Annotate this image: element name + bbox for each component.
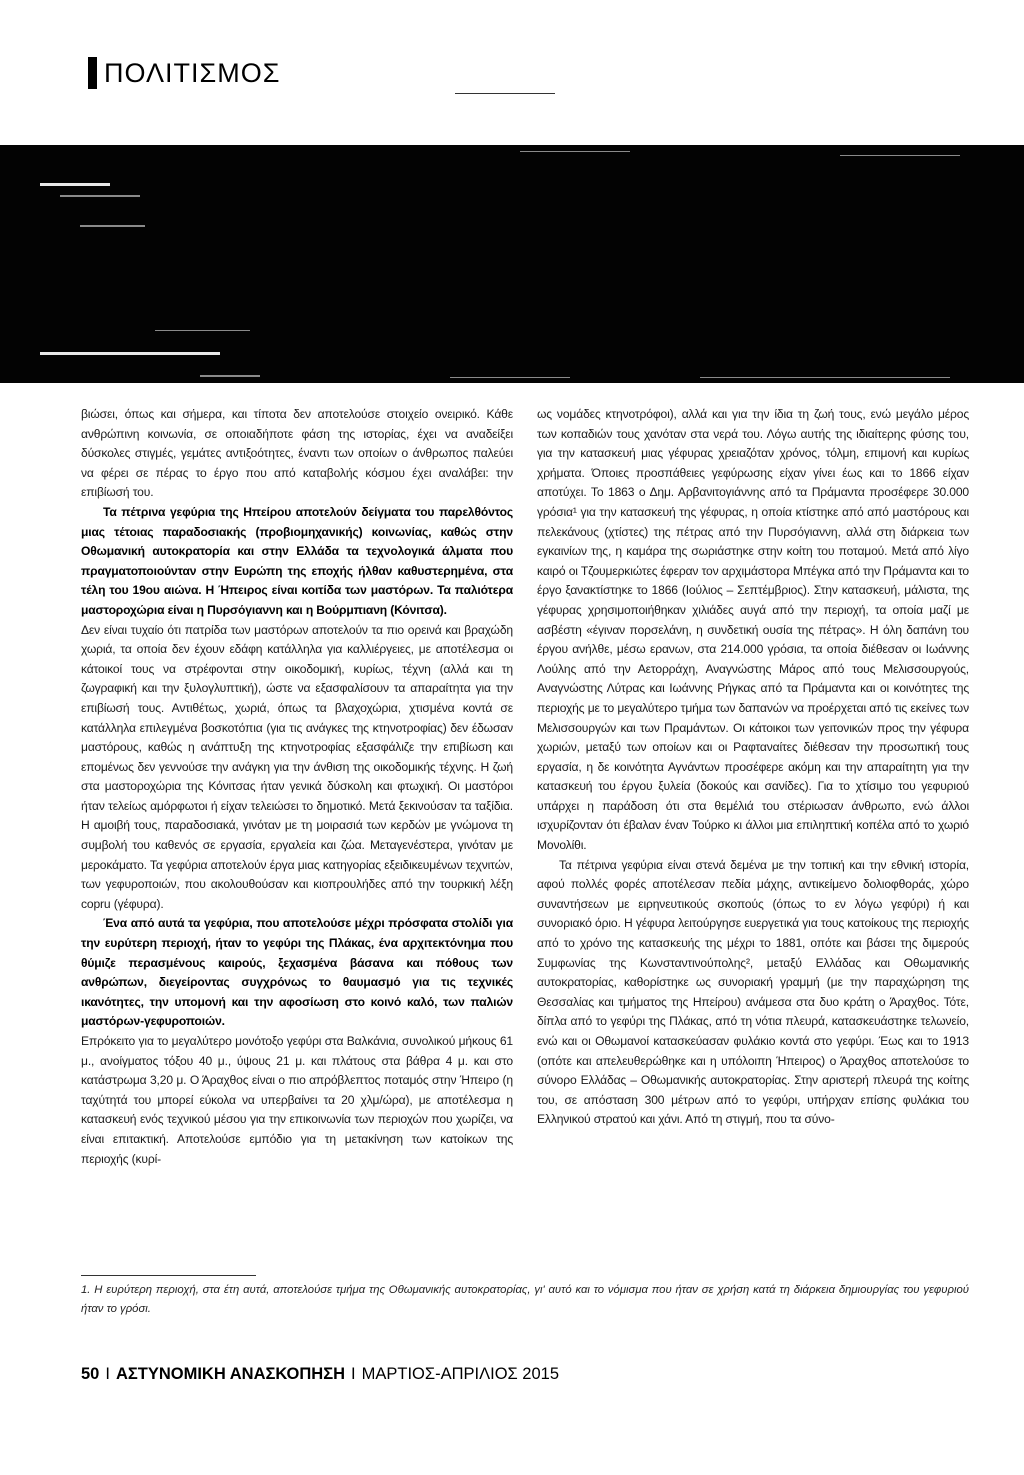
- right-column: [537, 405, 969, 1130]
- paragraph: βιώσει, όπως και σήμερα, και τίποτα δεν αποτελούσε στοιχείο ονειρικό. Κάθε ανθρώπινη κοινωνία, σε οποιαδήποτε φάση της ιστορίας, έχει να αναδείξει δύσκολες στιγμές, γεμάτες αντιξοότητες, έναντι των οποίων ο άνθρωπος παλεύει να φέρει σε πέρας το έργο που από καταβολής κόσμου έχει αναλάβει: την επιβίωσή του.: [81, 407, 513, 500]
- photo-light-streak: [700, 377, 950, 378]
- paragraph: Δεν είναι τυχαίο ότι πατρίδα των μαστόρων αποτελούν τα πιο ορεινά και βραχώδη χωριά, τα οποία δεν έχουν εδάφη κατάλληλα για καλλιέργειες, με αποτέλεσμα οι κάτοικοί τους να στρέφονται στην οικοδομική, κυρίως, τέχνη (αλλά και τη ζωγραφική και την ξυλογλυπτική), ώστε να εξασφαλίσουν τα απαραίτητα για την επιβίωσή τους. Αντιθέτως, χωριά, όπως τα βλαχοχώρια, χτισμένα κοντά σε κατάλληλα επιλεγμένα βοσκοτόπια (για τις ανάγκες της κτηνοτροφίας) δεν έδωσαν μαστόρους, καθώς η ανάπτυξη της κτηνοτροφίας εξασφάλιζε την επιβίωση και επομένως δεν γεννούσε την ανάγκη για την άνθιση της οικοδομικής τέχνης. Η ζωή στα μαστοροχώρια της Κόνιτσας ήταν γενικά δύσκολη και φτωχική. Οι μαστόροι ήταν τελείως αμόρφωτοι ή είχαν τελειώσει το δημοτικό. Μετά ξεκινούσαν τα ταξίδια. Η αμοιβή τους, παραδοσιακά, γινόταν με τη μοιρασιά των κερδών με γνώμονα τη συμβολή του καθενός σε εργασία, εργαλεία και ζώα. Μεταγενέστερα, γινόταν με μεροκάματο. Τα γεφύρια αποτελούν έργα μιας κατηγορίας εξειδικευμένων τεχνιτών, των γεφυροποιών, που ακολουθούσαν και κιοπρουλήδες από την τουρκική λέξη copru (γέφυρα).: [81, 622, 513, 911]
- photo-light-streak: [520, 151, 630, 152]
- photo-light-streak: [155, 330, 250, 331]
- article-photo: [0, 145, 1024, 383]
- paragraph-lead-bold: Τα πέτρινα γεφύρια της Ηπείρου αποτελούν δείγματα του παρελθόντος μιας τέτοιας παραδοσιακής (προβιομηχανικής) κοινωνίας, καθώς στην Οθωμανική αυτοκρατορία και στην Ελλάδα τα τεχνολογικά άλματα που πραγματοποιούνταν στην Ευρώπη της εποχής ήλθαν καθυστερημένα, στα τέλη του 19ου αιώνα. Η Ήπειρος είναι κοιτίδα των μαστόρων. Τα παλιότερα μαστοροχώρια είναι η Πυρσόγιαννη και η Βούρμπιανη (Κόνιτσα).: [81, 504, 513, 617]
- photo-light-streak: [60, 195, 140, 197]
- section-title: ΠΟΛΙΤΙΣΜΟΣ: [104, 58, 281, 88]
- photo-light-streak: [200, 375, 260, 377]
- page-number: 50: [81, 1365, 100, 1383]
- footer-separator: Ι: [105, 1365, 110, 1383]
- photo-light-streak: [40, 352, 220, 355]
- photo-light-streak: [840, 155, 960, 156]
- header-rule: [455, 93, 555, 94]
- paragraph: Επρόκειτο για το μεγαλύτερο μονότοξο γεφύρι στα Βαλκάνια, συνολικού μήκους 61 μ., ανοίγματος τόξου 40 μ., ύψους 21 μ. και πλάτους στα βάθρα 4 μ. και στο κατάστρωμα 3,20 μ. Ο Άραχθος είναι ο πιο απρόβλεπτος ποταμός στην Ήπειρο (η ταχύτητά του μπορεί εύκολα να υπερβαίνει τα 20 χλμ/ώρα), με αποτέλεσμα η κατασκευή ενός τεχνικού μέσου για την επικοινωνία των περιοχών που χωρίζει, να είναι επιτακτική. Αποτελούσε εμπόδιο για τη μετακίνηση των κατοίκων της περιοχής (κυρί-: [81, 1034, 513, 1166]
- left-column: [81, 405, 513, 1169]
- footnote-rule: [81, 1275, 256, 1276]
- page-footer: [81, 1365, 559, 1384]
- paragraph: Τα πέτρινα γεφύρια είναι στενά δεμένα με την τοπική και την εθνική ιστορία, αφού πολλές φορές αποτέλεσαν πεδία μάχης, αντικείμενο δολιοφθοράς, χώρο συναντήσεων με ειρηνευτικούς σκοπούς (όπως το εν λόγω γεφύρι) ή και συνοριακό όριο. Η γέφυρα λειτούργησε ευεργετικά για τους κατοίκους της περιοχής από το χρόνο της κατασκευής της μέχρι το 1881, οπότε και βάσει της διμερούς Συμφωνίας της Κωνσταντινούπολης², μεταξύ Ελλάδας και Οθωμανικής αυτοκρατορίας, καθορίστηκε ως συνοριακή γραμμή (με την παραχώρηση της Θεσσαλίας και τμήματος της Ηπείρου) ανάμεσα στα δυο κράτη ο Άραχθος. Τότε, δίπλα από το γεφύρι της Πλάκας, από τη νότια πλευρά, κατασκευάστηκε τελωνείο, ενώ και οι Οθωμανοί κατασκεύασαν φυλάκιο κοντά στο γεφύρι. Έως και το 1913 (οπότε και απελευθερώθηκε και η υπόλοιπη Ήπειρος) ο Άραχθος αποτελούσε το σύνορο Ελλάδας – Οθωμανικής αυτοκρατορίας. Στην αριστερή πλευρά της κοίτης του, σε απόσταση 300 μέτρων από το γεφύρι, υπήρχαν επίσης φυλάκια του Ελληνικού στρατού και χάνι. Από τη στιγμή, που τα σύνο-: [537, 857, 969, 1127]
- footer-separator: Ι: [351, 1365, 356, 1383]
- footnote: 1. Η ευρύτερη περιοχή, στα έτη αυτά, αποτελούσε τμήμα της Οθωμανικής αυτοκρατορίας, γι' αυτό και το νόμισμα που ήταν σε χρήση κατά τη διάρκεια δημιουργίας του γεφυριού ήταν το γρόσι.: [81, 1284, 969, 1315]
- photo-light-streak: [450, 377, 570, 378]
- photo-light-streak: [40, 183, 110, 186]
- section-marker-bar: [88, 57, 97, 89]
- issue-date: ΜΑΡΤΙΟΣ-ΑΠΡΙΛΙΟΣ 2015: [361, 1365, 560, 1383]
- photo-light-streak: [80, 225, 145, 227]
- paragraph-lead-bold: Ένα από αυτά τα γεφύρια, που αποτελούσε μέχρι πρόσφατα στολίδι για την ευρύτερη περιοχή, ήταν το γεφύρι της Πλάκας, ένα αρχιτεκτόνημα που θύμιζε περασμένους καιρούς, ξεχασμένα βάσανα και πόθους των ανθρώπων, διεγείροντας συγχρόνως το θαυμασμό για τις τεχνικές ικανότητες, την υπομονή και την αφοσίωση στο κοινό καλό, των παλιών μαστόρων-γεφυροποιών.: [81, 916, 513, 1029]
- publication-name: ΑΣΤΥΝΟΜΙΚΗ ΑΝΑΣΚΟΠΗΣΗ: [115, 1365, 346, 1383]
- paragraph: ως νομάδες κτηνοτρόφοι), αλλά και για την ίδια τη ζωή τους, ενώ μεγάλο μέρος των κοπαδιών τους χανόταν στα νερά του. Λόγω αυτής της ιδιαίτερης φύσης του, για την κατασκευή μιας γέφυρας χρειαζόταν χρόνος, τόλμη, επιμονή και κυρίως χρήματα. Όποιες προσπάθειες γεφύρωσης είχαν γίνει έως και το 1866 είχαν αποτύχει. Το 1863 ο Δημ. Αρβανιτογιάννης από τα Πράμαντα προσέφερε 30.000 γρόσια¹ για την κατασκευή της γέφυρας, η οποία κτίστηκε από από μαστόρους και πελεκάνους (χτίστες) της πέτρας από την Πυρσόγιαννη, αλλά στη διάρκεια των εγκαινίων της, η καμάρα της σωριάστηκε στην κοίτη του ποταμού. Μετά από λίγο καιρό οι Τζουμερκιώτες έφεραν τον αρχιμάστορα Μπέγκα από την Πράμαντα και το έργο ξανακτίστηκε το 1866 (Ιούλιος – Σεπτέμβριος). Στην κατασκευή, μάλιστα, της γέφυρας χρησιμοποιήθηκαν χιλιάδες αυγά από την περιοχή, τα οποία μαζί με ασβέστη «έγιναν πορσελάνη, η συνδετική ουσία της πέτρας». Η όλη δαπάνη του έργου ανήλθε, μέσω ερανων, στα 214.000 γρόσια, τα οποία διέθεσαν οι Ιωάννης Λούλης από την Αετορράχη, Αναγνώστης Μάρος από τους Μελισσουργούς, Αναγνώστης Λύτρας και Ιωάννης Ρήγκας από τα Πράμαντα και οι κοινότητες της περιοχής με το μεγαλύτερο τμήμα των δαπανών να προέρχεται από τις εκείνες των Μελισσουργών και των Πραμάντων. Οι κάτοικοι των γειτονικών προς την γέφυρα χωριών, μεταξύ των οποίων και οι Ραφταναίτες διέθεσαν την προσωπική τους εργασία, η δε κοινότητα Αγνάντων προσέφερε ακόμη και την απαραίτητη για την κατασκευή του έργου ξυλεία (δοκούς και σανίδες). Για το χτίσιμο του γεφυριού υπάρχει η παράδοση ότι στα θεμέλιά του στέριωσαν άνθρωπο, ενώ άλλοι ισχυρίζονταν ότι έβαλαν έναν Τούρκο κι άλλοι μια επιληπτική κοπέλα από το χωριό Μονολίθι.: [537, 407, 969, 853]
